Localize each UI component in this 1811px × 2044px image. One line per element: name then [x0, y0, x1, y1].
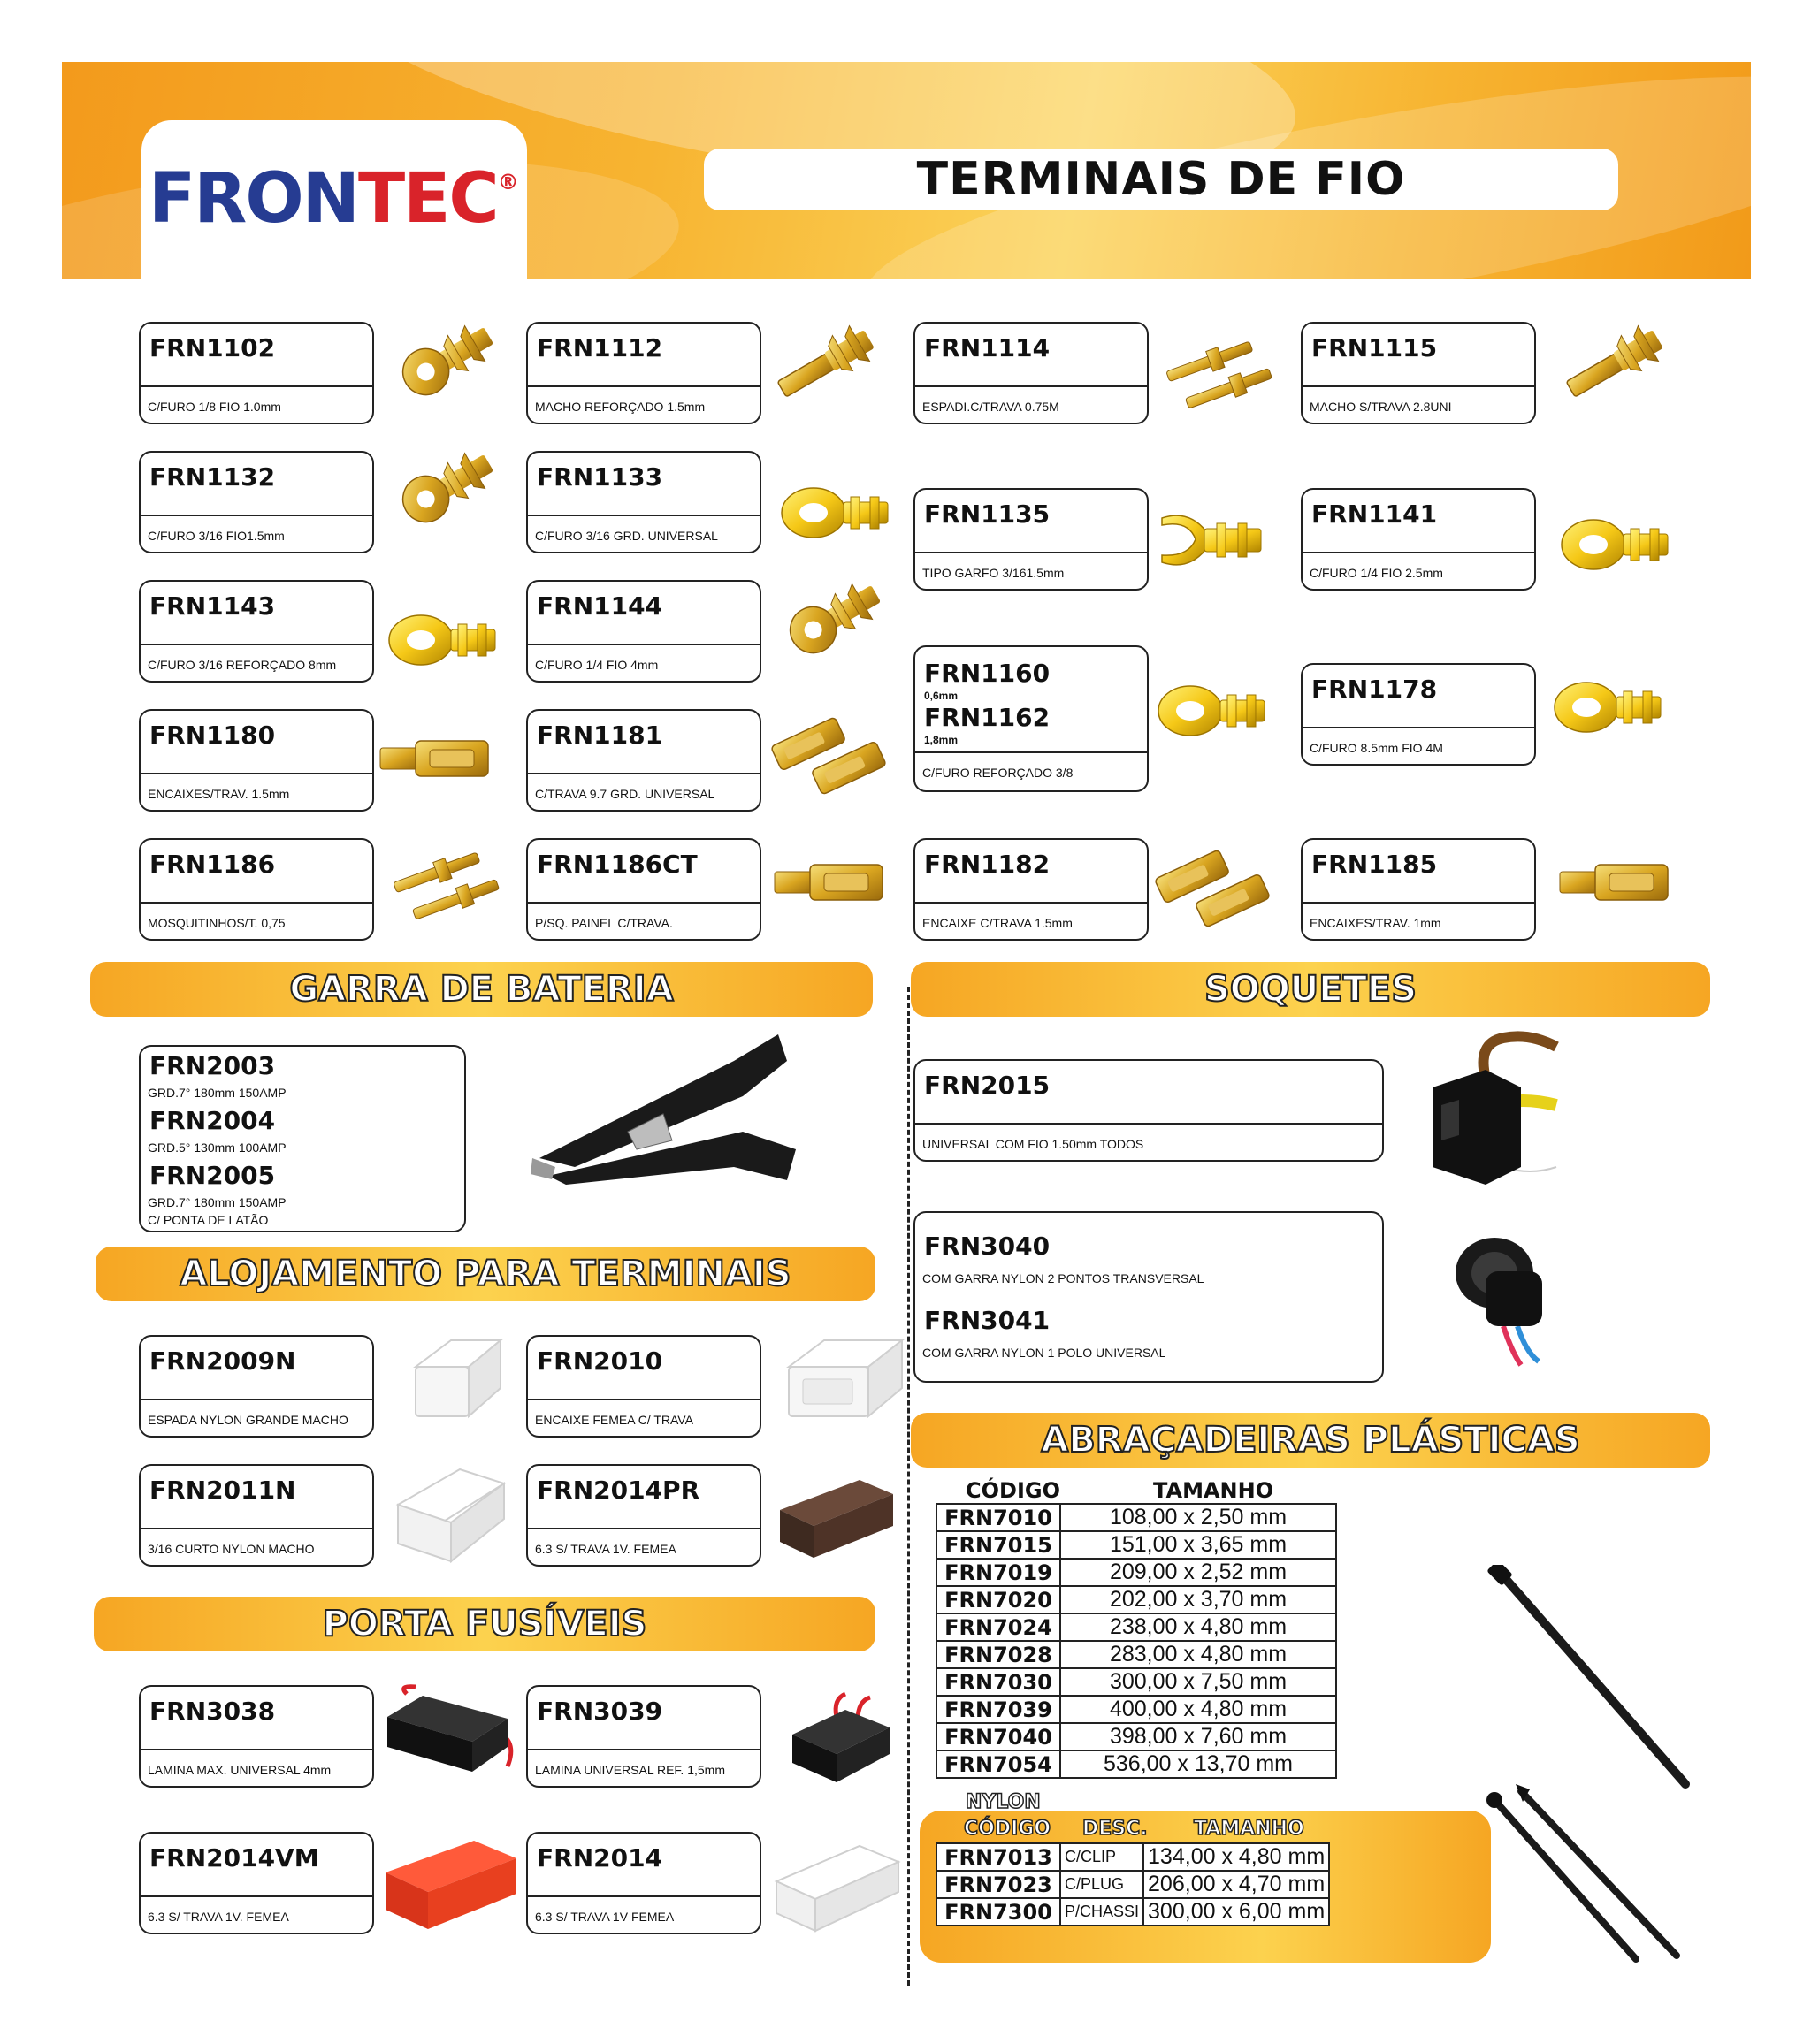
product-sub: 0,6mm [924, 690, 959, 702]
product-card [913, 838, 1149, 941]
product-card-frn1160 [913, 645, 1149, 792]
nylon-housing-icon [783, 1330, 907, 1427]
product-code: FRN3038 [149, 1697, 276, 1726]
product-card [526, 1335, 761, 1438]
product-code: FRN3041 [924, 1306, 1051, 1335]
product-desc: C/FURO 3/16 FIO1.5mm [148, 529, 285, 543]
product-code: FRN2014VM [149, 1843, 319, 1872]
product-card [139, 1685, 374, 1788]
ring-terminal-icon [384, 587, 499, 684]
section-title: SOQUETES [1204, 969, 1417, 1010]
product-desc: 6.3 S/ TRAVA 1V FEMEA [535, 1910, 675, 1924]
product-card-soquete-multi [913, 1211, 1384, 1383]
product-desc: C/FURO 3/16 REFORÇADO 8mm [148, 658, 337, 672]
product-desc: COM GARRA NYLON 2 PONTOS TRANSVERSAL [922, 1271, 1204, 1285]
column-header-tamanho: TAMANHO [1194, 1818, 1304, 1840]
product-card [139, 1464, 374, 1567]
product-code: FRN2010 [537, 1346, 663, 1376]
product-desc: 3/16 CURTO NYLON MACHO [148, 1542, 315, 1556]
product-desc: ENCAIXES/TRAV. 1mm [1310, 916, 1441, 930]
product-card-garra [139, 1045, 466, 1232]
product-code: FRN1102 [149, 333, 276, 362]
ring-terminal-icon [1153, 658, 1268, 755]
product-code: FRN3040 [924, 1232, 1051, 1261]
nylon-cable-tie-table [936, 1842, 1330, 1926]
product-card [526, 838, 761, 941]
page-title: TERMINAIS DE FIO [916, 153, 1406, 206]
product-code: FRN2014 [537, 1843, 663, 1872]
section-title: PORTA FUSÍVEIS [322, 1604, 647, 1644]
product-desc: UNIVERSAL COM FIO 1.50mm TODOS [922, 1137, 1144, 1151]
product-desc: LAMINA UNIVERSAL REF. 1,5mm [535, 1763, 725, 1777]
product-card [139, 1335, 374, 1438]
cable-tie-icon [1486, 1565, 1698, 1795]
product-desc: GRD.7° 180mm 150AMP [148, 1086, 287, 1100]
fork-terminal-icon [1153, 492, 1268, 589]
pin-terminals-icon [389, 838, 504, 935]
product-card [139, 580, 374, 683]
table-row: FRN7028 283,00 x 4,80 mm [936, 1641, 1336, 1668]
product-code: FRN1185 [1311, 850, 1438, 879]
product-code: FRN2014PR [537, 1476, 700, 1505]
fuse-holder-icon [380, 1682, 517, 1788]
product-card [1301, 488, 1536, 591]
column-header-tamanho: TAMANHO [1153, 1478, 1274, 1503]
product-desc: ENCAIXE C/TRAVA 1.5mm [922, 916, 1073, 930]
product-desc: C/FURO 3/16 GRD. UNIVERSAL [535, 529, 718, 543]
female-terminal-icon [377, 711, 492, 808]
product-code: FRN1144 [537, 591, 663, 621]
product-desc: COM GARRA NYLON 1 POLO UNIVERSAL [922, 1346, 1166, 1360]
product-desc: C/FURO REFORÇADO 3/8 [922, 766, 1074, 780]
female-terminal-icon [771, 835, 886, 932]
product-desc: MACHO S/TRAVA 2.8UNI [1310, 400, 1452, 414]
ring-terminal-icon [1556, 492, 1671, 589]
section-banner-porta [94, 1597, 875, 1651]
table-row: FRN7024 238,00 x 4,80 mm [936, 1613, 1336, 1641]
table-row: FRN7020 202,00 x 3,70 mm [936, 1586, 1336, 1613]
product-card [526, 1464, 761, 1567]
socket-nylon-icon [1450, 1220, 1574, 1370]
table-row: FRN7300 P/CHASSI 300,00 x 6,00 mm [936, 1898, 1329, 1926]
column-header-codigo: CÓDIGO [966, 1478, 1060, 1503]
ring-terminal-icon [389, 439, 504, 536]
column-header-codigo: CÓDIGO [964, 1818, 1051, 1840]
product-desc: LAMINA MAX. UNIVERSAL 4mm [148, 1763, 332, 1777]
product-card [913, 322, 1149, 424]
product-desc: GRD.7° 180mm 150AMP [148, 1195, 287, 1209]
product-desc: ESPADA NYLON GRANDE MACHO [148, 1413, 348, 1427]
battery-clamp-icon [522, 1026, 805, 1211]
spade-terminal-icon [768, 315, 883, 412]
table-row: FRN7015 151,00 x 3,65 mm [936, 1531, 1336, 1559]
product-desc: C/FURO 8.5mm FIO 4M [1310, 741, 1443, 755]
product-desc: C/TRAVA 9.7 GRD. UNIVERSAL [535, 787, 715, 801]
product-desc: 6.3 S/ TRAVA 1V. FEMEA [148, 1910, 289, 1924]
ring-terminal-icon [776, 460, 891, 557]
fuse-holder-icon [783, 1690, 898, 1788]
product-code: FRN2015 [924, 1071, 1051, 1100]
product-desc: P/SQ. PAINEL C/TRAVA. [535, 916, 673, 930]
product-code: FRN1186 [149, 850, 276, 879]
female-terminals-icon [1155, 840, 1270, 937]
product-code: FRN2005 [149, 1161, 276, 1190]
product-card [1301, 322, 1536, 424]
ring-terminal-icon [776, 569, 891, 667]
spade-terminal-icon [1556, 315, 1671, 412]
product-desc: ENCAIXE FEMEA C/ TRAVA [535, 1413, 693, 1427]
product-code: FRN1114 [924, 333, 1051, 362]
product-card [526, 451, 761, 553]
product-desc: C/FURO 1/8 FIO 1.0mm [148, 400, 281, 414]
product-code: FRN1115 [1311, 333, 1438, 362]
nylon-label: NYLON [966, 1791, 1041, 1813]
table-row: FRN7054 536,00 x 13,70 mm [936, 1750, 1336, 1778]
product-card [139, 322, 374, 424]
product-desc: 6.3 S/ TRAVA 1V. FEMEA [535, 1542, 676, 1556]
table-row: FRN7039 400,00 x 4,80 mm [936, 1696, 1336, 1723]
product-code: FRN2003 [149, 1051, 276, 1080]
section-title: ALOJAMENTO PARA TERMINAIS [180, 1254, 791, 1294]
product-desc: ENCAIXES/TRAV. 1.5mm [148, 787, 290, 801]
product-desc: TIPO GARFO 3/161.5mm [922, 566, 1065, 580]
product-desc: C/ PONTA DE LATÃO [148, 1213, 269, 1227]
product-code: FRN1141 [1311, 500, 1438, 529]
table-row: FRN7013 C/CLIP 134,00 x 4,80 mm [936, 1843, 1329, 1871]
product-code: FRN1132 [149, 462, 276, 492]
product-code: FRN1133 [537, 462, 663, 492]
table-row: FRN7010 108,00 x 2,50 mm [936, 1504, 1336, 1531]
column-divider [907, 987, 910, 1986]
product-card [139, 451, 374, 553]
product-code: FRN1160 [924, 659, 1051, 688]
cable-tie-table [936, 1503, 1337, 1779]
product-code: FRN2004 [149, 1106, 276, 1135]
product-card [1301, 838, 1536, 941]
product-code: FRN1112 [537, 333, 663, 362]
product-code: FRN1186CT [537, 850, 698, 879]
table-row: FRN7040 398,00 x 7,60 mm [936, 1723, 1336, 1750]
section-banner-alojamento [96, 1247, 875, 1301]
ring-terminal-icon [1549, 654, 1664, 751]
product-card [139, 1832, 374, 1934]
nylon-housing-icon [771, 1834, 904, 1940]
table-row: FRN7019 209,00 x 2,52 mm [936, 1559, 1336, 1586]
product-sub: 1,8mm [924, 734, 959, 746]
product-code: FRN1162 [924, 703, 1051, 732]
product-card [1301, 663, 1536, 766]
product-desc: C/FURO 1/4 FIO 2.5mm [1310, 566, 1443, 580]
product-code: FRN1180 [149, 721, 276, 750]
frontec-logo: FRONTEC® [149, 159, 519, 239]
product-code: FRN1182 [924, 850, 1051, 879]
female-terminal-icon [1556, 835, 1671, 932]
product-code: FRN1178 [1311, 675, 1438, 704]
page-title-box [704, 149, 1618, 210]
product-desc: ESPADI.C/TRAVA 0.75M [922, 400, 1059, 414]
product-card [139, 709, 374, 812]
product-card [526, 1685, 761, 1788]
product-code: FRN2009N [149, 1346, 296, 1376]
product-card [526, 580, 761, 683]
product-desc: C/FURO 1/4 FIO 4mm [535, 658, 659, 672]
product-desc: MACHO REFORÇADO 1.5mm [535, 400, 706, 414]
ring-terminal-icon [389, 311, 504, 408]
nylon-housing-icon [409, 1331, 506, 1429]
product-card [139, 838, 374, 941]
product-card [913, 488, 1149, 591]
product-card [526, 322, 761, 424]
product-code: FRN3039 [537, 1697, 663, 1726]
section-banner-garra [90, 962, 873, 1017]
column-header-desc: DESC. [1082, 1818, 1148, 1840]
product-code: FRN1181 [537, 721, 663, 750]
section-banner-abracadeiras [911, 1413, 1710, 1468]
product-code: FRN1135 [924, 500, 1051, 529]
product-desc: GRD.5° 130mm 100AMP [148, 1140, 287, 1155]
socket-with-wires-icon [1424, 1026, 1565, 1202]
product-desc: MOSQUITINHOS/T. 0,75 [148, 916, 286, 930]
pin-terminals-icon [1162, 327, 1277, 424]
cable-ties-pair-icon [1477, 1782, 1689, 1977]
product-code: FRN1143 [149, 591, 276, 621]
section-banner-soquetes [911, 962, 1710, 1017]
nylon-housing-icon [389, 1461, 513, 1567]
red-housing-icon [380, 1832, 522, 1938]
table-row: FRN7030 300,00 x 7,50 mm [936, 1668, 1336, 1696]
female-terminals-icon [771, 707, 886, 805]
product-code: FRN2011N [149, 1476, 296, 1505]
section-title: ABRAÇADEIRAS PLÁSTICAS [1041, 1420, 1580, 1461]
product-card [913, 1059, 1384, 1162]
brown-housing-icon [775, 1466, 898, 1563]
product-card [526, 709, 761, 812]
table-row: FRN7023 C/PLUG 206,00 x 4,70 mm [936, 1871, 1329, 1898]
section-title: GARRA DE BATERIA [289, 969, 674, 1010]
product-card [526, 1832, 761, 1934]
